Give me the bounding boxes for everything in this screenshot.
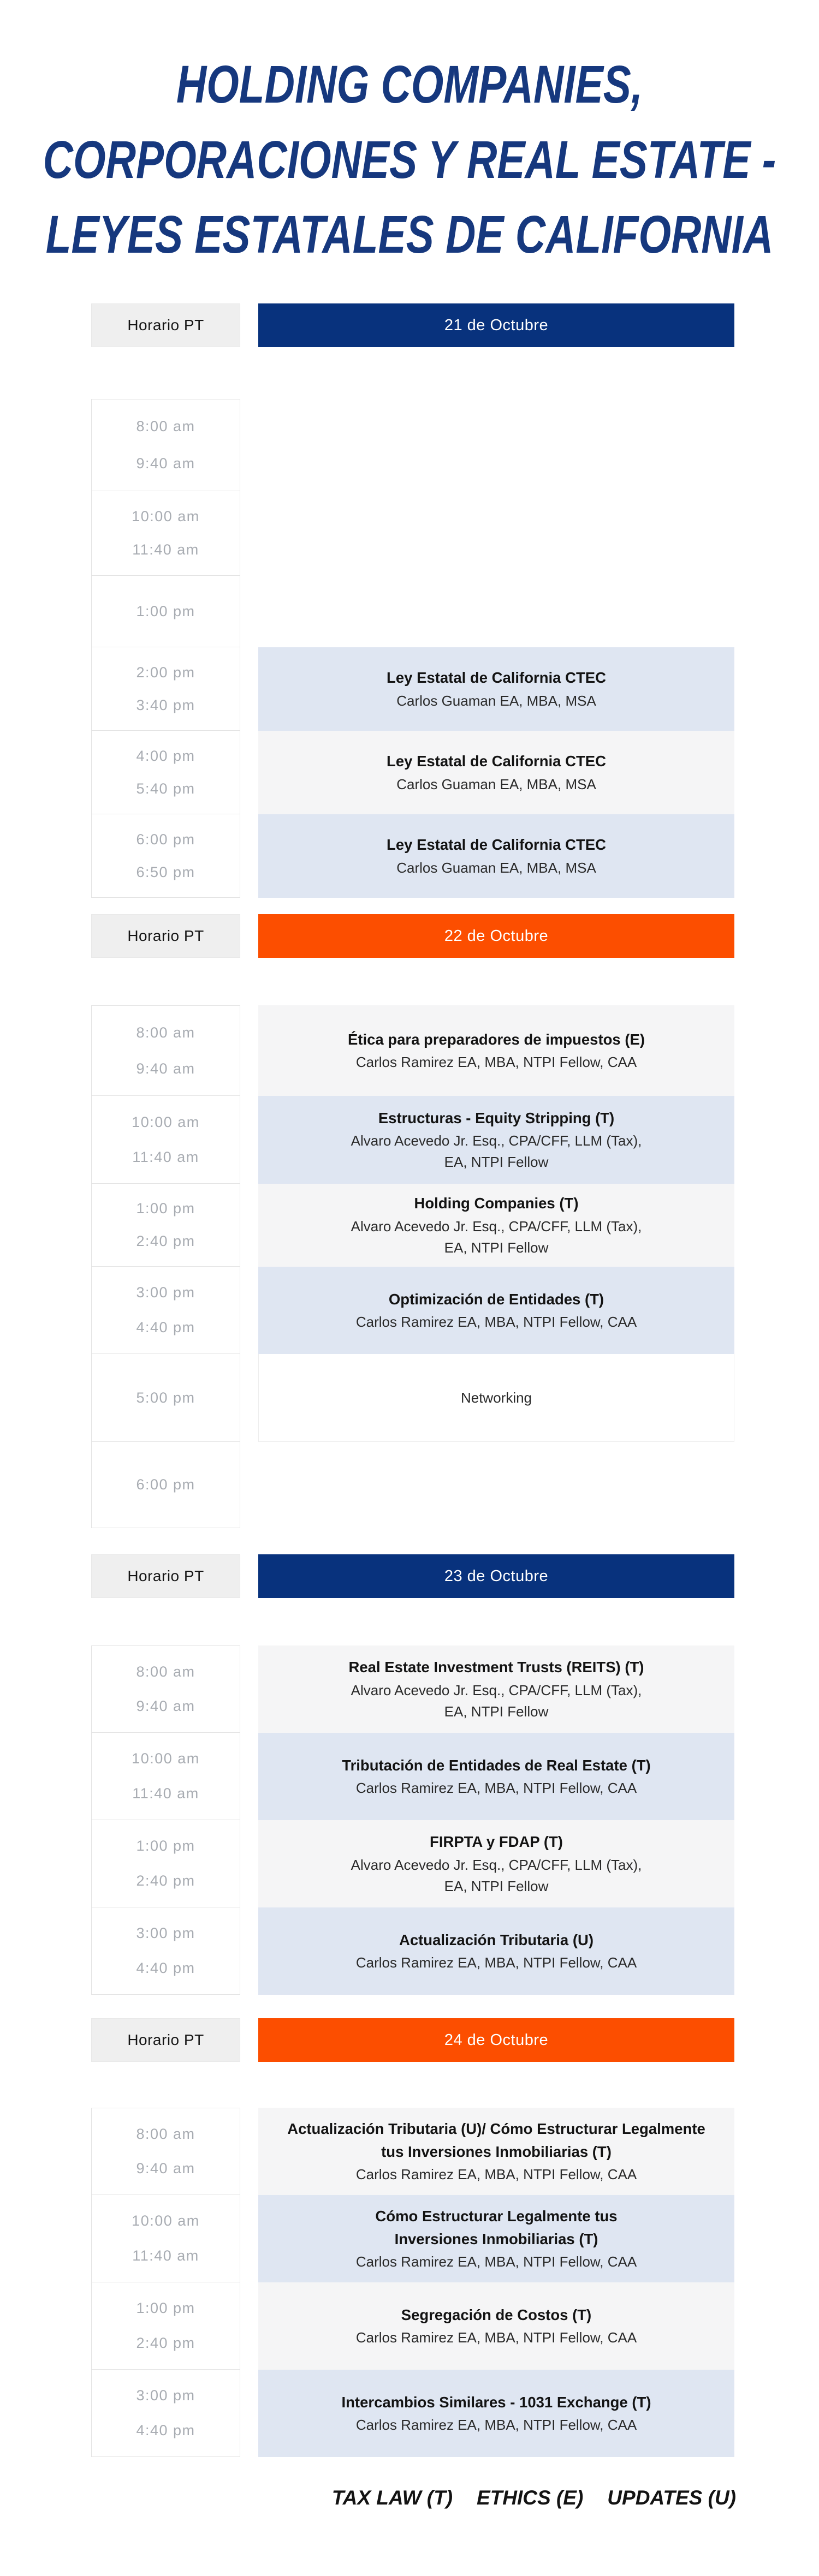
day-date-banner: 22 de Octubre	[258, 914, 734, 958]
session-speaker: Carlos Ramirez EA, MBA, NTPI Fellow, CAA	[355, 2253, 637, 2270]
time-label: 2:40 pm	[136, 1872, 195, 1889]
table-row	[91, 1096, 734, 1184]
session-block	[258, 2282, 734, 2370]
time-label: 4:40 pm	[136, 2422, 195, 2438]
event-title	[43, 47, 776, 272]
time-label: 6:50 pm	[136, 863, 195, 880]
time-cell	[91, 491, 240, 576]
time-label: 9:40 am	[136, 1060, 195, 1077]
day-table	[91, 1005, 734, 1528]
session-speaker: Carlos Ramirez EA, MBA, NTPI Fellow, CAA	[355, 2417, 637, 2434]
time-label: 3:00 pm	[136, 2387, 195, 2404]
legend-item-tax-law: TAX LAW (T)	[331, 2486, 453, 2509]
time-label: 9:40 am	[136, 455, 195, 472]
time-cell	[91, 1645, 240, 1733]
event-title-line-3: LEYES ESTATALES DE CALIFORNIA	[45, 205, 774, 265]
table-row	[91, 1820, 734, 1907]
time-label: 11:40 am	[132, 541, 199, 558]
session-block	[258, 1184, 734, 1267]
session-speaker: Alvaro Acevedo Jr. Esq., CPA/CFF, LLM (Tax),	[351, 1856, 642, 1873]
time-label: 9:40 am	[136, 2160, 195, 2177]
event-title-line-1: HOLDING COMPANIES,	[176, 55, 643, 114]
event-title-line-2: CORPORACIONES Y REAL ESTATE -	[43, 129, 776, 189]
time-cell	[91, 647, 240, 731]
session-speaker: Alvaro Acevedo Jr. Esq., CPA/CFF, LLM (Tax),	[351, 1132, 642, 1149]
session-block	[258, 647, 734, 731]
table-row	[91, 1005, 734, 1096]
session-speaker: Carlos Guaman EA, MBA, MSA	[396, 859, 596, 876]
time-label: 10:00 am	[132, 508, 200, 524]
schedule-label: Horario PT	[91, 2018, 240, 2062]
table-row	[91, 647, 734, 731]
time-label: 8:00 am	[136, 1024, 195, 1041]
day-section	[91, 303, 734, 898]
day-header-row	[91, 914, 734, 958]
session-speaker: Carlos Ramirez EA, MBA, NTPI Fellow, CAA	[355, 1780, 637, 1797]
session-speaker: EA, NTPI Fellow	[444, 1154, 549, 1171]
table-row	[91, 576, 734, 647]
day-section	[91, 2018, 734, 2457]
day-header-row	[91, 303, 734, 347]
time-label: 8:00 am	[136, 1663, 195, 1680]
table-row	[91, 2195, 734, 2282]
day-section	[91, 1554, 734, 1995]
time-cell	[91, 1733, 240, 1820]
session-title: Ley Estatal de California CTEC	[387, 836, 606, 854]
table-row	[91, 491, 734, 576]
session-title: Tributación de Entidades de Real Estate (T)	[342, 1756, 651, 1774]
day-date-banner: 23 de Octubre	[258, 1554, 734, 1598]
session-block	[258, 1733, 734, 1820]
session-title: Actualización Tributaria (U)	[399, 1931, 594, 1948]
time-label: 3:40 pm	[136, 696, 195, 713]
schedule-label: Horario PT	[91, 914, 240, 958]
time-label: 1:00 pm	[136, 603, 195, 619]
day-date-banner: 21 de Octubre	[258, 303, 734, 347]
session-block	[258, 814, 734, 898]
session-title: FIRPTA y FDAP (T)	[430, 1833, 563, 1851]
session-title: Segregación de Costos (T)	[401, 2306, 592, 2323]
footer-legend	[332, 2486, 736, 2509]
session-speaker: Carlos Ramirez EA, MBA, NTPI Fellow, CAA	[355, 1954, 637, 1971]
schedule-label: Horario PT	[91, 303, 240, 347]
time-label: 11:40 am	[132, 2247, 199, 2264]
session-speaker: Networking	[460, 1389, 532, 1406]
time-label: 10:00 am	[132, 1750, 200, 1767]
session-block	[258, 1005, 734, 1096]
day-table	[91, 1645, 734, 1995]
time-label: 3:00 pm	[136, 1284, 195, 1301]
day-table	[91, 399, 734, 898]
time-label: 6:00 pm	[136, 1476, 195, 1493]
time-label: 11:40 am	[132, 1785, 199, 1802]
time-label: 1:00 pm	[136, 2300, 195, 2317]
session-block	[258, 1354, 734, 1442]
session-speaker: Carlos Ramirez EA, MBA, NTPI Fellow, CAA	[355, 2329, 637, 2346]
session-speaker: Carlos Ramirez EA, MBA, NTPI Fellow, CAA	[355, 1054, 637, 1071]
day-section	[91, 914, 734, 1528]
session-title: Estructuras - Equity Stripping (T)	[378, 1109, 615, 1126]
session-empty	[258, 491, 734, 576]
time-cell	[91, 2195, 240, 2282]
time-cell	[91, 1907, 240, 1995]
day-header-row	[91, 2018, 734, 2062]
session-speaker: EA, NTPI Fellow	[444, 1239, 549, 1256]
time-label: 8:00 am	[136, 2126, 195, 2142]
session-title: Cómo Estructurar Legalmente tus	[375, 2208, 618, 2225]
time-label: 6:00 pm	[136, 831, 195, 848]
time-label: 9:40 am	[136, 1698, 195, 1714]
time-label: 2:00 pm	[136, 664, 195, 681]
table-row	[91, 2370, 734, 2457]
session-speaker: EA, NTPI Fellow	[444, 1703, 549, 1720]
table-row	[91, 1267, 734, 1354]
time-label: 5:40 pm	[136, 780, 195, 797]
time-cell	[91, 2370, 240, 2457]
time-cell	[91, 399, 240, 491]
time-label: 2:40 pm	[136, 1232, 195, 1249]
time-cell	[91, 1005, 240, 1096]
session-empty	[258, 399, 734, 491]
session-block	[258, 2195, 734, 2282]
session-title: tus Inversiones Inmobiliarias (T)	[381, 2143, 612, 2160]
time-cell	[91, 731, 240, 814]
time-label: 11:40 am	[132, 1148, 199, 1165]
table-row	[91, 1645, 734, 1733]
session-title: Real Estate Investment Trusts (REITS) (T)	[348, 1659, 644, 1676]
session-title: Ética para preparadores de impuestos (E)	[347, 1030, 645, 1048]
schedule-label: Horario PT	[91, 1554, 240, 1598]
time-label: 8:00 am	[136, 418, 195, 435]
time-cell	[91, 1442, 240, 1528]
session-title: Optimización de Entidades (T)	[388, 1290, 604, 1308]
legend-item-ethics: ETHICS (E)	[477, 2486, 584, 2509]
table-row	[91, 1354, 734, 1442]
table-row	[91, 2282, 734, 2370]
day-header-row	[91, 1554, 734, 1598]
time-cell	[91, 1820, 240, 1907]
session-block	[258, 1820, 734, 1907]
session-title: Holding Companies (T)	[414, 1195, 579, 1212]
table-row	[91, 1442, 734, 1528]
session-empty	[258, 576, 734, 647]
table-row	[91, 814, 734, 898]
session-speaker: Alvaro Acevedo Jr. Esq., CPA/CFF, LLM (Tax),	[351, 1681, 642, 1698]
time-cell	[91, 1096, 240, 1184]
session-title: Inversiones Inmobiliarias (T)	[394, 2230, 598, 2247]
session-block	[258, 731, 734, 814]
session-speaker: Carlos Guaman EA, MBA, MSA	[396, 692, 596, 709]
session-title: Ley Estatal de California CTEC	[387, 669, 606, 687]
day-table	[91, 2108, 734, 2457]
time-cell	[91, 1184, 240, 1267]
table-row	[91, 399, 734, 491]
session-speaker: EA, NTPI Fellow	[444, 1877, 549, 1894]
session-block	[258, 2370, 734, 2457]
session-empty	[258, 1442, 734, 1528]
time-label: 10:00 am	[132, 2213, 200, 2229]
session-speaker: Carlos Guaman EA, MBA, MSA	[396, 776, 596, 792]
day-date-banner: 24 de Octubre	[258, 2018, 734, 2062]
session-block	[258, 1096, 734, 1184]
table-row	[91, 1907, 734, 1995]
time-cell	[91, 1354, 240, 1442]
session-speaker: Carlos Ramirez EA, MBA, NTPI Fellow, CAA	[355, 1314, 637, 1331]
time-label: 4:40 pm	[136, 1959, 195, 1976]
time-cell	[91, 2282, 240, 2370]
time-cell	[91, 814, 240, 898]
session-block	[258, 1645, 734, 1733]
table-row	[91, 1733, 734, 1820]
session-title: Actualización Tributaria (U)/ Cómo Estructurar Legalmente	[287, 2120, 705, 2138]
table-row	[91, 1184, 734, 1267]
time-label: 3:00 pm	[136, 1925, 195, 1942]
session-block	[258, 1907, 734, 1995]
time-label: 2:40 pm	[136, 2334, 195, 2351]
legend-item-updates: UPDATES (U)	[607, 2486, 736, 2509]
time-cell	[91, 576, 240, 647]
session-speaker: Alvaro Acevedo Jr. Esq., CPA/CFF, LLM (Tax),	[351, 1218, 642, 1235]
time-label: 1:00 pm	[136, 1200, 195, 1217]
table-row	[91, 731, 734, 814]
session-title: Ley Estatal de California CTEC	[387, 753, 606, 770]
session-block	[258, 1267, 734, 1354]
time-label: 4:40 pm	[136, 1319, 195, 1335]
time-label: 10:00 am	[132, 1113, 200, 1130]
time-label: 5:00 pm	[136, 1389, 195, 1406]
time-label: 4:00 pm	[136, 747, 195, 764]
time-cell	[91, 2108, 240, 2195]
session-speaker: Carlos Ramirez EA, MBA, NTPI Fellow, CAA	[355, 2166, 637, 2183]
time-label: 1:00 pm	[136, 1838, 195, 1855]
session-title: Intercambios Similares - 1031 Exchange (T)	[341, 2393, 651, 2411]
session-block	[258, 2108, 734, 2195]
time-cell	[91, 1267, 240, 1354]
table-row	[91, 2108, 734, 2195]
